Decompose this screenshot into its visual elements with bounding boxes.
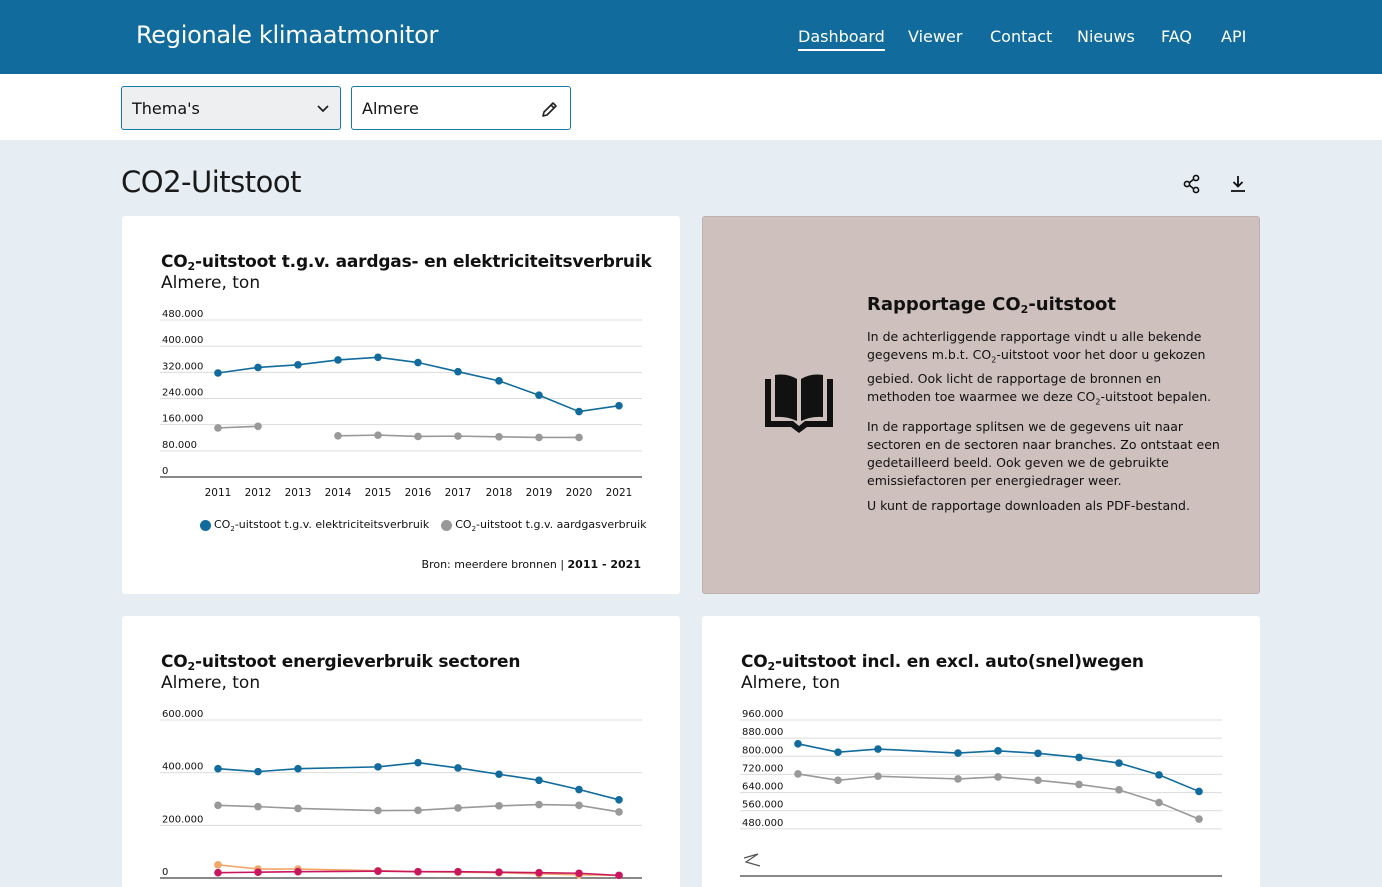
data-point xyxy=(495,868,503,876)
legend-dot xyxy=(200,520,211,531)
data-point xyxy=(535,777,543,785)
data-point xyxy=(535,801,543,809)
data-point xyxy=(374,807,382,815)
chart-subtitle: Almere, ton xyxy=(161,673,261,693)
site-brand[interactable]: Regionale klimaatmonitor xyxy=(136,21,439,49)
data-point xyxy=(874,772,882,780)
data-point xyxy=(374,431,382,439)
series-line xyxy=(798,774,1199,819)
chart-source: Bron: meerdere bronnen | 2011 - 2021 xyxy=(421,558,641,571)
data-point xyxy=(1155,799,1163,807)
data-point xyxy=(495,377,503,385)
chart-legend xyxy=(200,518,647,533)
location-field[interactable] xyxy=(351,86,571,130)
data-point xyxy=(575,408,583,416)
data-point xyxy=(615,402,623,410)
data-point xyxy=(454,764,462,772)
data-point xyxy=(575,434,583,442)
data-point xyxy=(615,872,623,880)
data-point xyxy=(794,770,802,778)
chart-title: $CO_2$-uitstoot energieverbruik sectoren xyxy=(161,652,521,673)
data-point xyxy=(294,765,302,773)
chart-gas-electricity xyxy=(160,304,642,504)
nav-contact[interactable]: Contact xyxy=(990,27,1053,46)
y-tick-label: 160.000 xyxy=(162,413,204,425)
y-tick-label: 80.000 xyxy=(162,439,197,451)
data-point xyxy=(414,807,422,815)
y-tick-label: 200.000 xyxy=(162,814,204,826)
x-tick-label: 2013 xyxy=(284,487,312,499)
report-card[interactable] xyxy=(702,216,1260,594)
y-tick-label: 0 xyxy=(162,466,169,477)
data-point xyxy=(374,867,382,875)
data-point xyxy=(254,803,262,811)
chart-subtitle: Almere, ton xyxy=(741,673,841,693)
chart-title: $CO_2$-uitstoot t.g.v. aardgas- en elektriciteitsverbruik xyxy=(161,252,652,273)
data-point xyxy=(575,802,583,810)
chart-card-sectors xyxy=(122,616,680,887)
nav-faq[interactable]: FAQ xyxy=(1161,27,1192,46)
data-point xyxy=(1115,786,1123,794)
data-point xyxy=(575,786,583,794)
data-point xyxy=(374,353,382,361)
book-icon xyxy=(761,371,837,439)
y-tick-label: 400.000 xyxy=(162,335,204,347)
y-tick-label: 400.000 xyxy=(162,761,204,773)
data-point xyxy=(834,748,842,756)
report-paragraph-2: In de rapportage splitsen we de gegevens uit naar sectoren en de sectoren naar branches. Zo ontstaat een gedetailleerd beeld. Ook geven we de gebruikte emissiefactoren per energiedrager weer. xyxy=(867,419,1220,488)
theme-select[interactable] xyxy=(121,86,341,130)
chevron-down-icon xyxy=(316,101,330,115)
data-point xyxy=(214,765,222,773)
data-point xyxy=(334,356,342,364)
x-tick-label: 2014 xyxy=(324,487,352,499)
x-tick-label: 2016 xyxy=(404,487,432,499)
y-tick-label: 480.000 xyxy=(742,817,784,829)
y-tick-label: 880.000 xyxy=(742,727,784,739)
y-tick-label: 560.000 xyxy=(742,799,784,811)
data-point xyxy=(414,433,422,441)
data-point xyxy=(214,369,222,377)
axis-break-icon xyxy=(744,854,760,866)
y-tick-label: 640.000 xyxy=(742,781,784,793)
x-tick-label: 2012 xyxy=(244,487,272,499)
chart-title: $CO_2$-uitstoot incl. en excl. auto(snel)wegen xyxy=(741,652,1144,673)
data-point xyxy=(214,424,222,432)
chart-card-gas-electricity xyxy=(122,216,680,594)
data-point xyxy=(495,802,503,810)
data-point xyxy=(1034,777,1042,785)
data-point xyxy=(834,777,842,785)
data-point xyxy=(294,805,302,813)
series-line xyxy=(218,426,579,437)
y-tick-label: 480.000 xyxy=(162,309,204,320)
y-tick-label: 0 xyxy=(162,867,169,878)
page-title: CO2-Uitstoot xyxy=(121,165,301,199)
y-tick-label: 960.000 xyxy=(742,709,784,720)
data-point xyxy=(874,745,882,753)
data-point xyxy=(454,868,462,876)
data-point xyxy=(454,368,462,376)
data-point xyxy=(374,763,382,771)
y-tick-label: 600.000 xyxy=(162,709,204,720)
data-point xyxy=(994,773,1002,781)
data-point xyxy=(575,869,583,877)
report-paragraph-3: U kunt de rapportage downloaden als PDF-bestand. xyxy=(867,498,1190,513)
data-point xyxy=(535,869,543,877)
share-icon[interactable] xyxy=(1182,174,1202,194)
location-value: Almere xyxy=(362,99,419,118)
y-tick-label: 720.000 xyxy=(742,763,784,775)
data-point xyxy=(1155,771,1163,779)
data-point xyxy=(1195,815,1203,823)
data-point xyxy=(954,749,962,757)
x-tick-label: 2017 xyxy=(444,487,472,499)
data-point xyxy=(254,768,262,776)
data-point xyxy=(1075,781,1083,789)
data-point xyxy=(254,423,262,431)
data-point xyxy=(214,861,222,869)
legend-label: $CO_2$-uitstoot t.g.v. elektriciteitsverbruik xyxy=(214,518,430,534)
data-point xyxy=(254,868,262,876)
legend-label: $CO_2$-uitstoot t.g.v. aardgasverbruik xyxy=(455,518,647,534)
x-tick-label: 2011 xyxy=(204,487,232,499)
nav-api[interactable]: API xyxy=(1221,27,1247,46)
theme-select-value: Thema's xyxy=(132,99,200,118)
report-title: Rapportage $CO_2$-uitstoot xyxy=(867,294,1117,316)
data-point xyxy=(615,796,623,804)
data-point xyxy=(214,869,222,877)
data-point xyxy=(294,361,302,369)
data-point xyxy=(954,775,962,783)
data-point xyxy=(414,359,422,367)
data-point xyxy=(454,804,462,812)
download-icon[interactable] xyxy=(1228,174,1248,194)
report-paragraph-1: In de achterliggende rapportage vindt u alle bekende gegevens m.b.t. $CO_2$-uitstoot voor het door u gekozen gebied. Ook licht de rapportage de bronnen en methoden toe waarmee we deze $CO_2$-uitstoot bepalen. xyxy=(867,329,1212,406)
data-point xyxy=(1034,750,1042,758)
filter-bar xyxy=(0,74,1382,140)
legend-item-electricity[interactable] xyxy=(200,518,429,533)
chart-card-highways xyxy=(702,616,1260,887)
pencil-icon[interactable] xyxy=(540,99,560,119)
data-point xyxy=(214,802,222,810)
y-tick-label: 800.000 xyxy=(742,745,784,757)
y-tick-label: 320.000 xyxy=(162,361,204,373)
chart-highways xyxy=(740,704,1222,887)
data-point xyxy=(1115,759,1123,767)
x-tick-label: 2020 xyxy=(565,487,593,499)
x-tick-label: 2018 xyxy=(485,487,513,499)
nav-viewer[interactable]: Viewer xyxy=(908,27,963,46)
data-point xyxy=(414,759,422,767)
data-point xyxy=(1195,788,1203,796)
data-point xyxy=(454,432,462,440)
data-point xyxy=(495,433,503,441)
x-tick-label: 2015 xyxy=(364,487,392,499)
y-tick-label: 240.000 xyxy=(162,387,204,399)
nav-dashboard[interactable]: Dashboard xyxy=(798,27,885,51)
data-point xyxy=(294,868,302,876)
x-tick-label: 2021 xyxy=(605,487,633,499)
x-tick-label: 2019 xyxy=(525,487,553,499)
data-point xyxy=(615,808,623,816)
report-description xyxy=(867,328,1227,522)
data-point xyxy=(495,770,503,778)
data-point xyxy=(414,868,422,876)
chart-subtitle: Almere, ton xyxy=(161,273,261,293)
data-point xyxy=(1075,754,1083,762)
data-point xyxy=(254,364,262,372)
top-navigation-bar xyxy=(0,0,1382,74)
nav-nieuws[interactable]: Nieuws xyxy=(1077,27,1135,46)
legend-dot xyxy=(441,520,452,531)
legend-item-gas[interactable] xyxy=(441,518,646,533)
chart-sectors xyxy=(160,704,642,887)
series-line xyxy=(218,763,619,800)
data-point xyxy=(334,432,342,440)
data-point xyxy=(535,391,543,399)
data-point xyxy=(994,747,1002,755)
data-point xyxy=(535,434,543,442)
data-point xyxy=(794,740,802,748)
